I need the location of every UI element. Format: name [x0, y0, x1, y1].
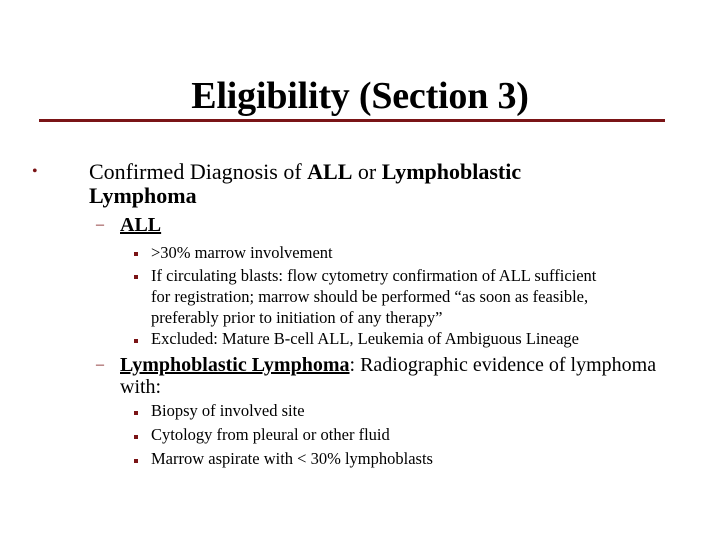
square-bullet-icon	[134, 435, 138, 439]
square-bullet-icon	[134, 411, 138, 415]
sub-heading-all	[120, 214, 161, 236]
sub-heading-lymphoma-text: Lymphoblastic Lymphoma	[120, 354, 350, 376]
main-bullet-text	[89, 160, 589, 208]
square-bullet-icon	[134, 252, 138, 256]
all-item-3	[151, 328, 631, 349]
all-item-2-line1: If circulating blasts: flow cytometry confirmation of ALL sufficient	[151, 266, 597, 285]
lymphoma-item-1	[151, 400, 631, 421]
sub-heading-lymphoma	[120, 354, 680, 398]
lymphoma-item-3	[151, 448, 631, 469]
square-bullet-icon	[134, 459, 138, 463]
lymphoma-item-2-text: Cytology from pleural or other fluid	[151, 425, 390, 444]
all-item-1	[151, 242, 631, 263]
sub-heading-all-text: ALL	[120, 214, 162, 236]
main-bullet-part: or	[352, 159, 382, 184]
sub-heading-lymphoma-line2: with:	[120, 376, 162, 398]
all-item-2-line2: for registration; marrow should be performed “as soon as feasible,	[151, 287, 589, 306]
all-item-1-text: >30% marrow involvement	[151, 243, 333, 262]
en-dash-icon: –	[96, 216, 104, 233]
slide-title: Eligibility (Section 3)	[191, 75, 529, 117]
lymphoma-item-1-text: Biopsy of involved site	[151, 401, 305, 420]
main-bullet-bold-lymphoblastic: Lymphoblastic	[381, 159, 522, 184]
main-bullet-bold-all: ALL	[307, 159, 353, 184]
square-bullet-icon	[134, 275, 138, 279]
title-divider	[39, 119, 665, 122]
all-item-3-text: Excluded: Mature B-cell ALL, Leukemia of Ambiguous Lineage	[151, 329, 579, 348]
lymphoma-item-3-text: Marrow aspirate with < 30% lymphoblasts	[151, 449, 433, 468]
main-bullet-bold-lymphoma: Lymphoma	[89, 183, 197, 208]
all-item-2	[151, 265, 631, 328]
all-item-2-line3: preferably prior to initiation of any therapy”	[151, 308, 443, 327]
en-dash-icon: –	[96, 356, 104, 373]
round-bullet-icon: •	[32, 163, 38, 180]
main-bullet-part: Confirmed Diagnosis of	[89, 159, 308, 184]
sub-heading-lymphoma-suffix: : Radiographic evidence of lymphoma	[349, 354, 657, 376]
square-bullet-icon	[134, 339, 138, 343]
lymphoma-item-2	[151, 424, 631, 445]
